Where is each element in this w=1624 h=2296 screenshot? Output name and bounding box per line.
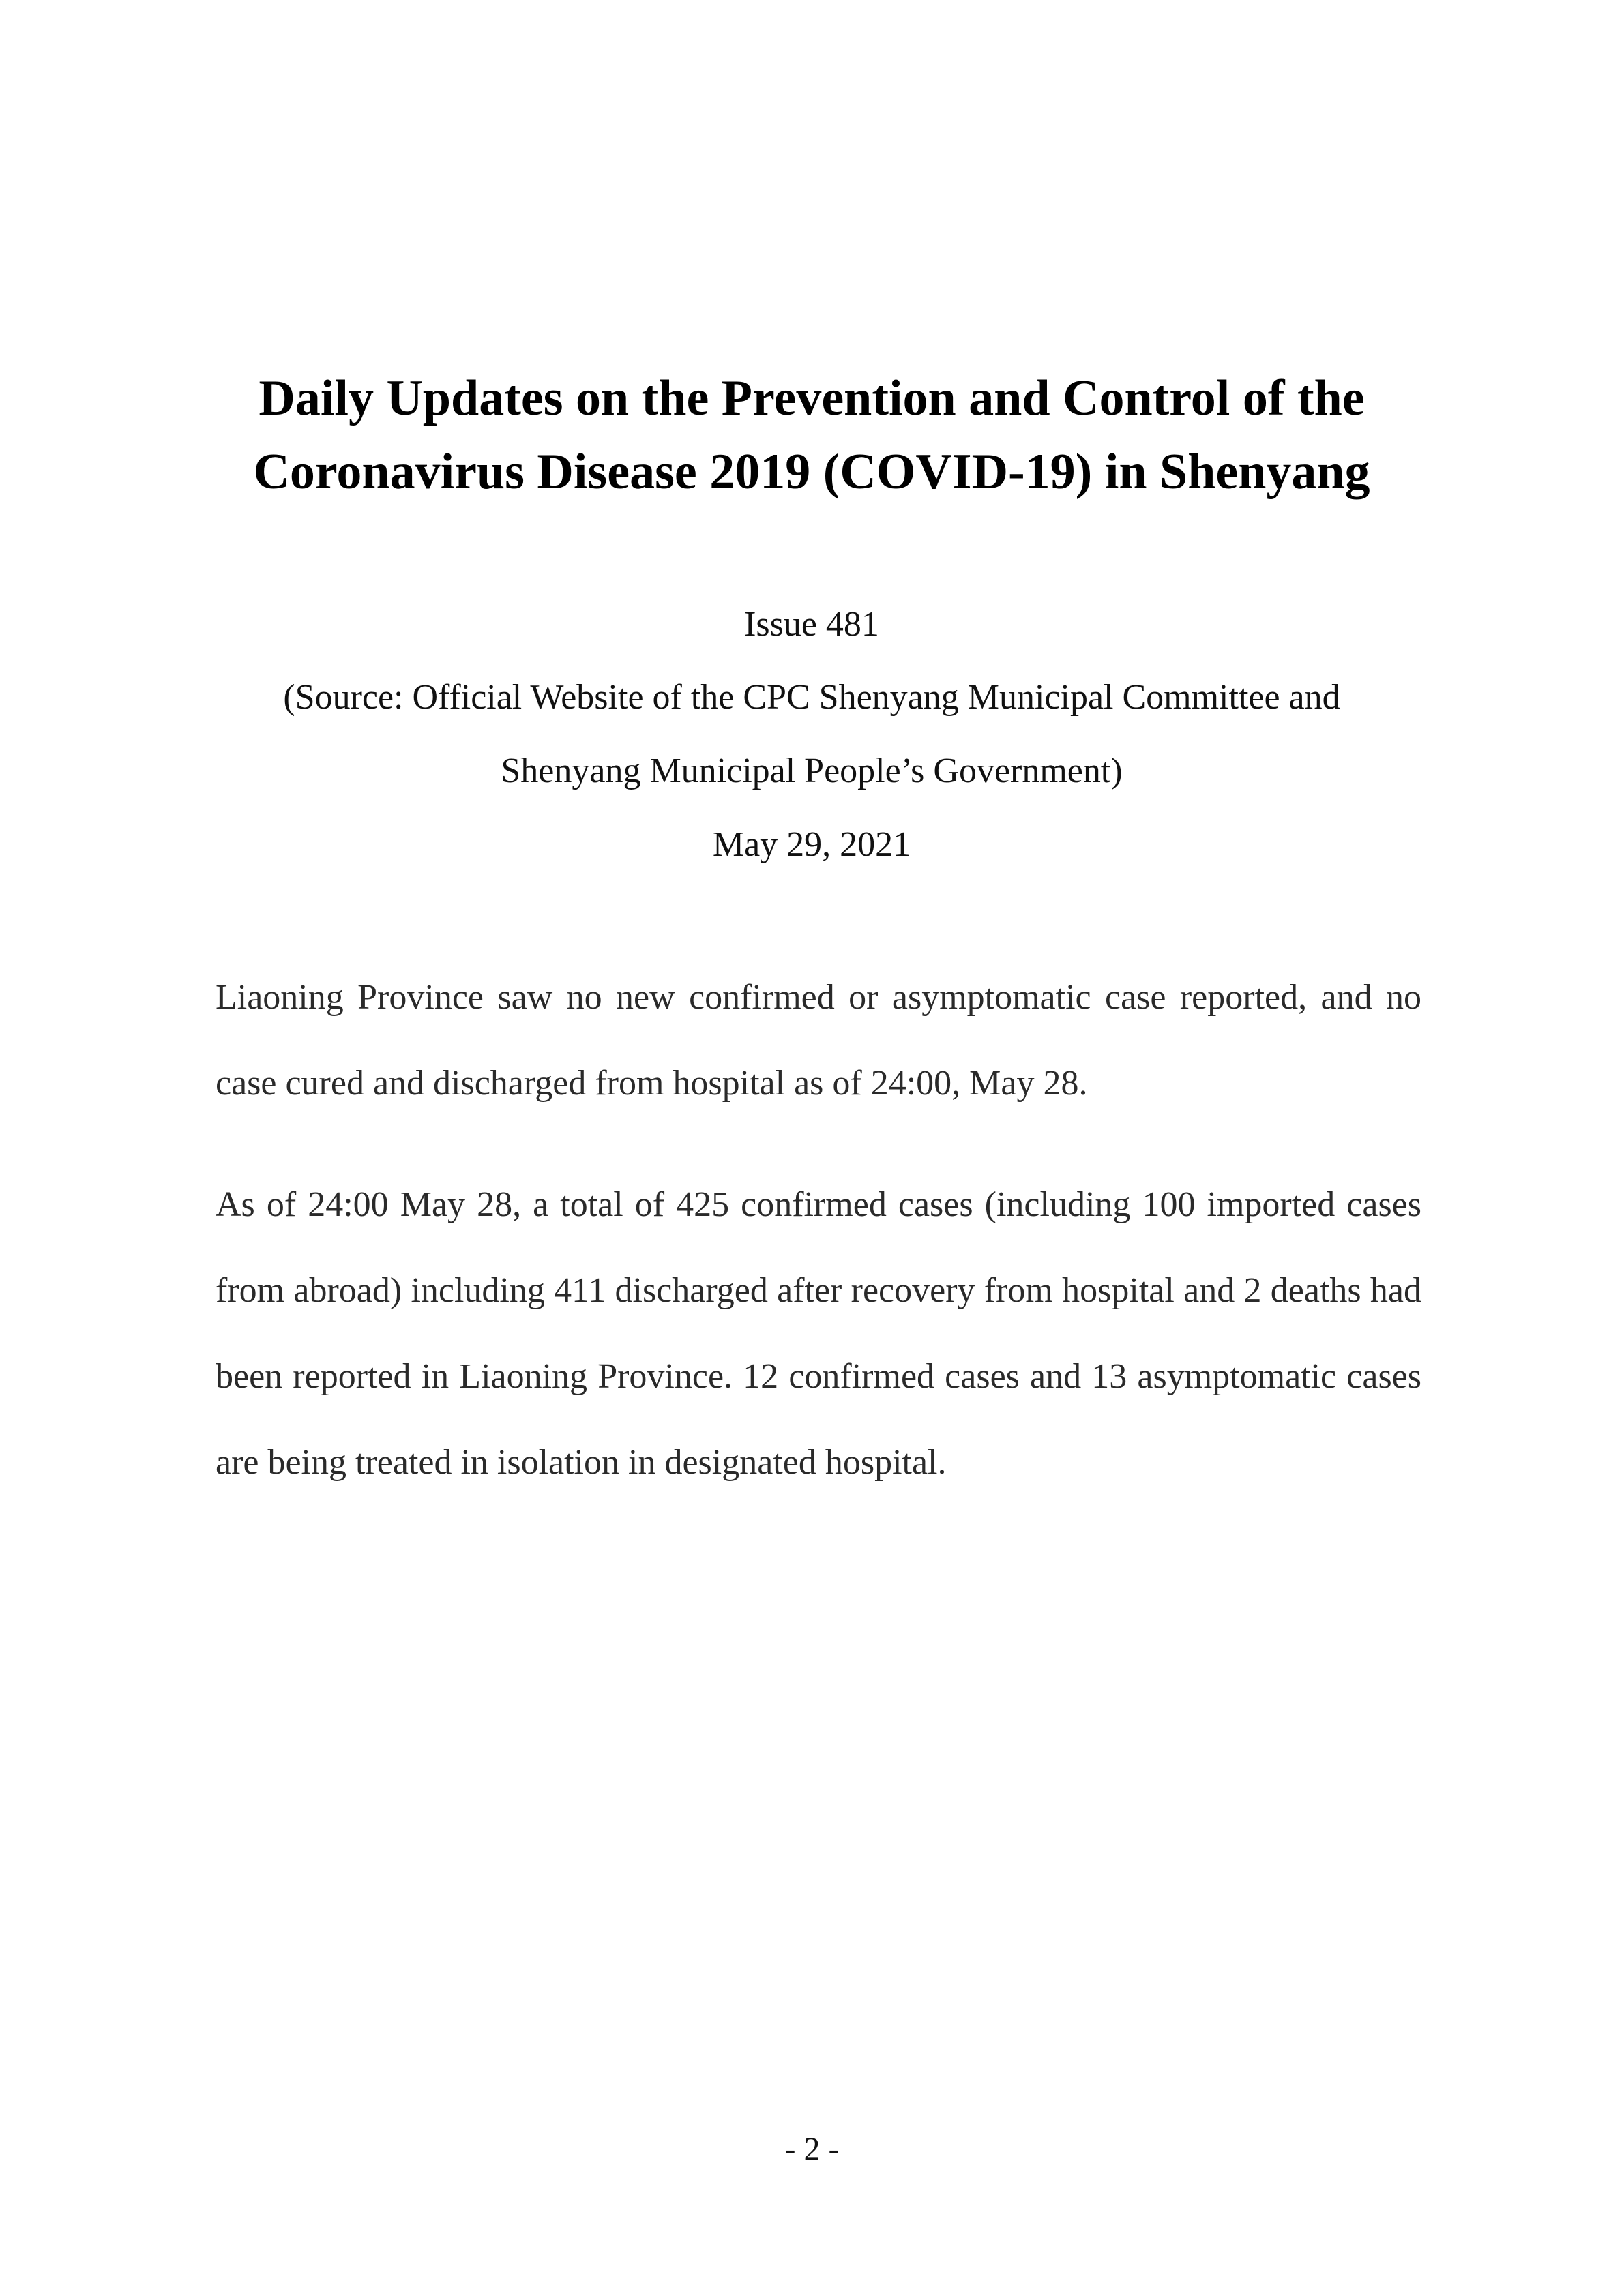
document-title: Daily Updates on the Prevention and Control of the Coronavirus Disease 2019 (COVID-19) in Shenyang [253, 370, 1370, 500]
source-line-1: (Source: Official Website of the CPC Shenyang Municipal Committee and [283, 678, 1340, 717]
source-line-2: Shenyang Municipal People’s Government) [501, 751, 1123, 790]
paragraph-new-cases: Liaoning Province saw no new confirmed or asymptomatic case reported, and no case cured and discharged from hospital as of 24:00, May 28. [216, 978, 1421, 1103]
page-number: - 2 - [784, 2131, 840, 2167]
issue-number: Issue 481 [744, 605, 879, 644]
publication-date: May 29, 2021 [712, 825, 911, 864]
paragraph-cumulative-cases: As of 24:00 May 28, a total of 425 confirmed cases (including 100 imported cases from abroad) including 411 discharged after recovery from hospital and 2 deaths had been reported in Liaoning Province. 12 confirmed cases and 13 asymptomatic cases are being treated in isolation in designated hospital. [216, 1185, 1421, 1482]
